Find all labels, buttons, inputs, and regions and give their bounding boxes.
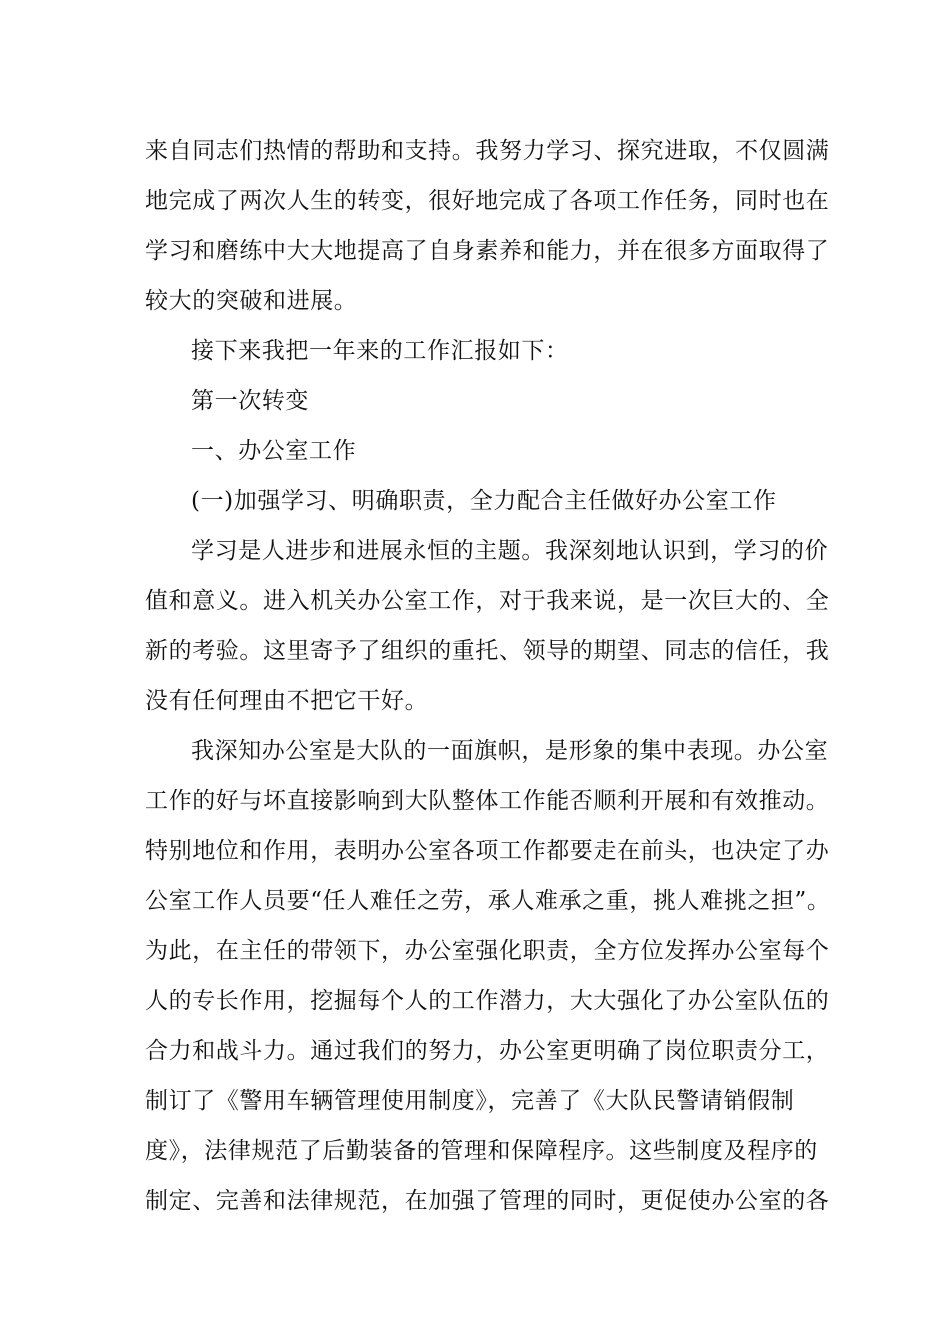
text-line-2: 地完成了两次人生的转变，很好地完成了各项工作任务，同时也在 xyxy=(145,188,830,214)
text-line-9: 学习是人进步和进展永恒的主题。我深刻地认识到，学习的价 xyxy=(191,538,829,564)
text-line-5: 接下来我把一年来的工作汇报如下： xyxy=(191,338,569,364)
text-line-1: 来自同志们热情的帮助和支持。我努力学习、探究进取，不仅圆满 xyxy=(145,138,830,164)
text-line-19: 合力和战斗力。通过我们的努力，办公室更明确了岗位职责分工， xyxy=(145,1038,830,1064)
text-line-14: 工作的好与坏直接影响到大队整体工作能否顺利开展和有效推动。 xyxy=(145,788,830,814)
text-line-17: 为此，在主任的带领下，办公室强化职责，全方位发挥办公室每个 xyxy=(145,938,830,964)
text-line-21: 度》，法律规范了后勤装备的管理和保障程序。这些制度及程序的 xyxy=(145,1138,818,1164)
text-line-18: 人的专长作用，挖掘每个人的工作潜力，大大强化了办公室队伍的 xyxy=(145,988,830,1014)
text-line-3: 学习和磨练中大大地提高了自身素养和能力，并在很多方面取得了 xyxy=(145,238,830,264)
text-line-4: 较大的突破和进展。 xyxy=(145,288,358,314)
text-line-20: 制订了《警用车辆管理使用制度》，完善了《大队民警请销假制 xyxy=(145,1088,795,1114)
text-line-13: 我深知办公室是大队的一面旗帜，是形象的集中表现。办公室 xyxy=(191,738,829,764)
section-heading-office-work: 一、办公室工作 xyxy=(191,438,357,464)
section-heading-first-transition: 第一次转变 xyxy=(191,388,309,414)
text-line-22: 制定、完善和法律规范，在加强了管理的同时，更促使办公室的各 xyxy=(145,1188,830,1214)
text-line-15: 特别地位和作用，表明办公室各项工作都要走在前头，也决定了办 xyxy=(145,838,830,864)
text-line-10: 值和意义。进入机关办公室工作，对于我来说，是一次巨大的、全 xyxy=(145,588,830,614)
document-body xyxy=(145,126,831,1226)
text-line-11: 新的考验。这里寄予了组织的重托、领导的期望、同志的信任，我 xyxy=(145,638,830,664)
text-line-12: 没有任何理由不把它干好。 xyxy=(145,688,429,714)
text-line-16: 公室工作人员要“任人难任之劳，承人难承之重，挑人难挑之担”。 xyxy=(145,888,831,914)
subsection-heading: (一)加强学习、明确职责，全力配合主任做好办公室工作 xyxy=(191,488,777,514)
